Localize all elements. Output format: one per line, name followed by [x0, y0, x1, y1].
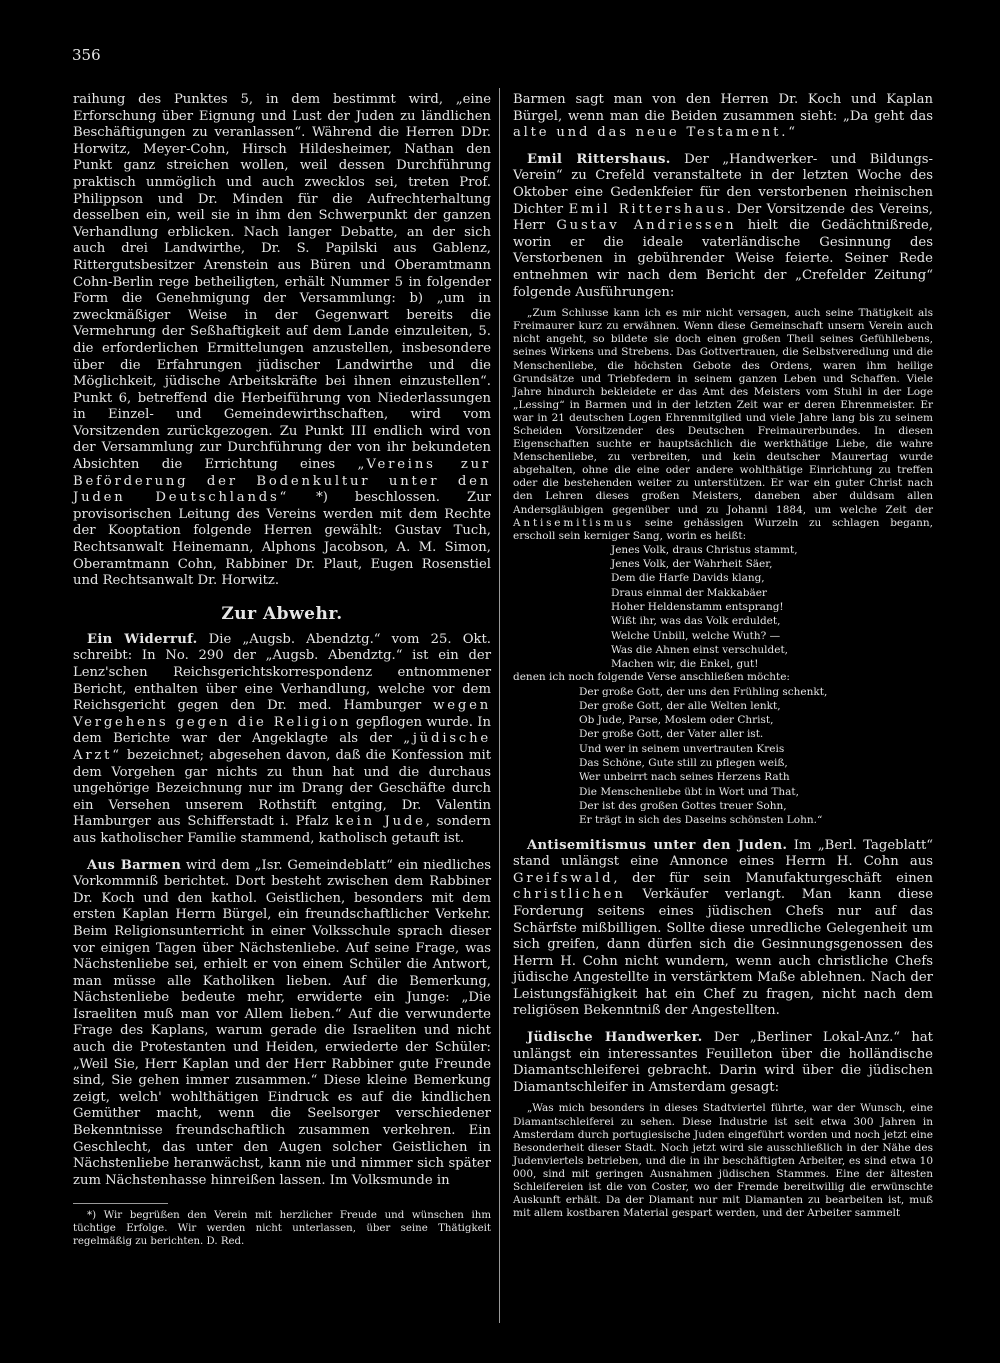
text-run: Der „Berliner Lokal-Anz.“ hat unlängst ein interessantes Feuilleton über die holländische Diamantschleiferei gebracht. Darin wird über die jüdischen Diamantschleifer in Amsterdam gesagt: [513, 1030, 933, 1095]
spaced-text: wegen Vergehens gegen die Religion [73, 698, 491, 730]
article-paragraph [513, 152, 933, 301]
verse-line: Jenes Volk, draus Christus stammt, [611, 543, 798, 556]
verse-line: Ob Jude, Parse, Moslem oder Christ, [579, 714, 774, 727]
text-run: , der für sein Manufakturgeschäft einen [613, 870, 933, 886]
text-run: raihung des Punktes 5, in dem bestimmt wird, „eine Erforschung über Eignung und Lust der Juden zu ländlichen Beschäftigungen zu veranlassen“. Während die Herren DDr. Horwitz, Meyer-Cohn, Hirsch Hildesheimer, Nathan den Punkt ganz streichen wollen, weil dessen Durchführung praktisch unmöglich und auch zwecklos sei, treten Prof. Philippson und Dr. Minden für die Aufrechterhaltung desselben ein, weil sie in ihm den Schwerpunkt der ganzen Verhandlung erblicken. Nach langer Debatte, an der sich auch drei Landwirthe, Dr. S. Papilski aus Gablenz, Rittergutsbesitzer Arenstein aus Büren und Oberamtmann Cohn-Berlin rege betheiligten, erhält Nummer 5 in folgender Form die Genehmigung der Versammlung: b) „um in zweckmäßiger Weise in der Gegenwart bereits die Vermehrung der Seßhaftigkeit auf dem Lande einzuleiten, 5. die erforderlichen Ermittelungen anzustellen, insbesondere über die Erfahrungen jüdischer Landwirthe und die Möglichkeit, jüdische Arbeitskräfte bei ihnen einzustellen“. Punkt 6, betreffend die Herbeiführung von Niederlassungen in Einzel- und Gemeindewirthschaften, wird vom Vorsitzenden zurückgezogen. Zu Punkt III endlich wird von der Versammlung zur Durchführung der von ihr bekundeten Absichten die Errichtung eines [73, 92, 491, 473]
verse-line: Jenes Volk, der Wahrheit Säer, [611, 558, 773, 571]
footnote-rule [73, 1203, 168, 1204]
verse-line: Hoher Heldenstamm entsprang! [611, 601, 784, 613]
article-paragraph [73, 92, 491, 590]
verse-line: Dem die Harfe Davids klang, [611, 572, 765, 585]
verse-line: Der große Gott, der uns den Frühling schenkt, [579, 685, 828, 698]
text-run: wird dem „Isr. Gemeindeblatt“ ein niedliches Vorkommniß berichtet. Dort besteht zwischen dem Rabbiner Dr. Koch und den kathol. Geistlichen, besonders mit dem ersten Kaplan Herrn Bürgel, ein freundschaftlicher Verkehr. Beim Religionsunterricht in einer Volksschule sprach dieser vor einigen Tagen über Nächstenliebe. Auf seine Frage, was Nächstenliebe sei, erhielt er von einem Schüler die Antwort, man müsse alle Katholiken lieben. Auf die Bemerkung, Nächstenliebe bedeute mehr, erwiderte ein Junge: „Die Israeliten muß man vor Allem lieben.“ Auf die verwunderte Frage des Kaplans, warum gerade die Israeliten und nicht auch die Protestanten und Heiden, erwiederte der Schüler: „Weil Sie, Herr Kaplan und der Herr Rabbiner gute Freunde sind, Sie gehen immer zusammen.“ Diese kleine Bemerkung zeigt, welch' wohlthätigen Eindruck es auf die kindlichen Gemüther macht, wenn die Seelsorger verschiedener Bekenntnisse freundschaftlich zusammen verkehren. Ein Geschlecht, das unter den Augen solcher Geistlichen in Nächstenliebe heranwächst, kann nie und nimmer sich später zum Nächstenhasse hinreißen lassen. Im Volksmunde in [73, 857, 491, 1188]
spaced-text: „Vereins zur Beförderung der Bodenkultur unter den Juden Deutschlands“ [73, 457, 491, 506]
article-heading: Antisemitismus unter den Juden. [527, 837, 788, 853]
verse-line: Was die Ahnen einst verschuldet, [611, 643, 789, 656]
text-run: Im „Berl. Tageblatt“ stand unlängst eine Annonce eines Herrn H. Cohn aus [513, 837, 934, 870]
poem-verse-1 [513, 543, 933, 672]
verse-intro: denen ich noch folgende Verse anschließen möchte: [513, 671, 790, 684]
column-divider [499, 88, 500, 1323]
text-run: Verkäufer verlangt. Man kann diese Forderung seitens eines jüdischen Chefs nur auf das Schärfste mißbilligen. Sollte diese unredliche Gelegenheit um sich greifen, dann dürfen sich die Gesinnungsgenossen des Herrn H. Cohn nicht wundern, wenn auch christliche Chefs jüdische Angestellte in verstärktem Maße ablehnen. Nach der Leistungsfähigkeit hat ein Chef zu fragen, nicht nach dem religiösen Bekenntniß der Angestellten. [513, 887, 933, 1019]
section-title: Zur Abwehr. [221, 603, 343, 624]
verse-line: Der große Gott, der Vater aller ist. [579, 728, 764, 741]
text-run: hielt die Gedächtnißrede, worin er die ideale vaterländische Gesinnung des Verstorbenen in gebührender Weise feierte. Seiner Rede entnehmen wir nach dem Bericht der „Crefelder Zeitung“ folgende Ausführungen: [513, 218, 933, 300]
spaced-text: „jüdische Arzt“ [73, 731, 491, 763]
spaced-text: Greifswald [513, 870, 614, 886]
article-paragraph [73, 858, 491, 1190]
footnote: *) Wir begrüßen den Verein mit herzlicher Freude und wünschen ihm tüchtige Erfolge. Wir werden nicht unterlassen, über seine Thätigkeit regelmäßig zu berichten. D. Red. [73, 1210, 491, 1247]
verse-line: Der große Gott, der alle Welten lenkt, [579, 699, 781, 712]
verse-line: Machen wir, die Enkel, gut! [611, 658, 759, 671]
spaced-text: Emil Rittershaus [568, 201, 727, 217]
verse-line: Draus einmal der Makkabäer [611, 586, 767, 599]
spaced-text: kein Jude [335, 814, 426, 830]
verse-line: Und wer in seinem unvertrauten Kreis [579, 742, 785, 755]
article-heading: Jüdische Handwerker. [527, 1030, 703, 1046]
article-paragraph [513, 92, 933, 142]
text-run: . Der Vorsitzende des Vereins, Herr [513, 201, 933, 234]
right-column [513, 92, 933, 1220]
text-run: Der „Handwerker- und Bildungs-Verein“ zu Crefeld veranstaltete in der letzten Woche des Oktober eine Gedenkfeier für den verstorbenen rheinischen Dichter [513, 151, 933, 217]
spaced-text: Gustav Andriessen [556, 218, 737, 234]
article-heading: Aus Barmen [87, 857, 182, 873]
text-run: , sondern aus katholischer Familie stammend, katholisch getauft ist. [73, 814, 491, 846]
text-run: seine gehässigen Wurzeln zu schlagen begann, erscholl sein kerniger Sang, worin es heißt: [513, 516, 933, 542]
article-paragraph [73, 632, 491, 848]
quoted-speech: „Was mich besonders in dieses Stadtviertel führte, war der Wunsch, eine Diamantschleiferei zu sehen. Diese Industrie ist seit etwa 300 Jahren in Amsterdam durch portugiesische Juden eingeführt worden und noch jetzt eine Besonderheit dieser Stadt. Noch jetzt wird sie ausschließlich in der Nähe des Judenviertels betrieben, und die in ihr beschäftigten Arbeiter, es sind etwa 10 000, sind mit geringen Ausnahmen jüdischen Stammes. Eine der ältesten Schleifereien ist die von Coster, wo der Fremde bereitwillig die erwünschte Auskunft erhält. Da der Diamant nur mit Diamanten zu bearbeiten ist, muß mit allem kostbaren Material gespart werden, und der Arbeiter sammelt [513, 1102, 933, 1220]
article-paragraph [513, 1030, 933, 1096]
text-run: bezeichnet; abgesehen davon, daß die Konfession mit dem Vorgehen gar nichts zu thun hat und die durchaus ungehörige Bezeichnung nur im Drang der Geschäfte durch ein Versehen unserem Rothstift entging, Dr. Valentin Hamburger aus Schifferstadt i. Pfalz [73, 747, 491, 830]
verse-line: Er trägt in sich des Daseins schönsten Lohn.“ [579, 814, 823, 827]
page-number: 356 [72, 46, 101, 64]
article-heading: Ein Widerruf. [87, 631, 198, 647]
text-run: Die „Augsb. Abendztg.“ vom 25. Okt. schreibt: In No. 290 der „Augsb. Abendztg.“ ist ein der Lenz'schen Reichsgerichtskorrespondenz entnommener Bericht, enthalten über eine Verhandlung, welche vor dem Reichsgericht gegen den Dr. med. Hamburger [73, 631, 491, 714]
poem-verse-2 [513, 685, 933, 828]
verse-line: Welche Unbill, welche Wuth? — [611, 629, 781, 642]
article-heading: Emil Rittershaus. [527, 151, 671, 167]
text-run: *) beschlossen. Zur provisorischen Leitung des Vereins werden mit dem Rechte der Kooptation folgende Herren gewählt: Gustav Tuch, Rechtsanwalt Heinemann, Alphons Jacobson, A. M. Simon, Oberamtmann Cohn, Rabbiner Dr. Plaut, Eugen Rosenstiel und Rechtsanwalt Dr. Horwitz. [73, 490, 491, 589]
text-run: gepflogen wurde. In dem Berichte war der Angeklagte als der [73, 714, 491, 747]
verse-line: Die Menschenliebe übt in Wort und That, [579, 785, 799, 798]
spaced-text: christlichen [513, 887, 626, 903]
text-run: “ [788, 125, 795, 141]
text-run: Barmen sagt man von den Herren Dr. Koch und Kaplan Bürgel, wenn man die Beiden zusammen sieht: „Da geht das [513, 92, 933, 124]
article-paragraph [513, 838, 933, 1021]
quoted-speech [513, 307, 933, 543]
verse-line: Wer unbeirrt nach seines Herzens Rath [579, 771, 790, 784]
left-column [73, 92, 491, 1249]
verse-line: Wißt ihr, was das Volk erduldet, [611, 615, 781, 628]
verse-line: Das Schöne, Gute still zu pflegen weiß, [579, 757, 788, 770]
text-run: „Zum Schlusse kann ich es mir nicht versagen, auch seine Thätigkeit als Freimaurer kurz zu erwähnen. Wenn diese Gemeinschaft unsern Verein auch nicht angeht, so bildete sie doch einen großen Theil seines Gefühllebens, seines Wirkens und Strebens. Das Gottvertrauen, die Selbstveredlung und die Menschenliebe, die höchsten Gebote des Ordens, waren ihm heilige Grundsätze und Triebfedern in seinem ganzen Leben und Schaffen. Viele Jahre hindurch bekleidete er das Amt des Meisters vom Stuhl in der Loge „Lessing“ in Barmen und in der letzten Zeit war er deren Ehrenmeister. Er war in 21 deutschen Logen Ehrenmitglied und viele Jahre lang bis zu seinem Scheiden Vorsitzender des Deutschen Freimaurerbundes. In diesen Eigenschaften suchte er hauptsächlich die werkthätige Liebe, die wahre Menschenliebe, zu verbreiten, und kein deutscher Maurertag wurde abgehalten, ohne die eine oder andere wohlthätige Einrichtung zu treffen oder die bestehenden weiter zu unterstützen. Er war ein guter Christ nach den Lehren dieses großen Meisters, daneben aber duldsam allen Andersgläubigen gegenüber und zu Johanni 1884, um welche Zeit der [513, 307, 933, 516]
verse-line: Der ist des großen Gottes treuer Sohn, [579, 799, 787, 812]
spaced-text: Antisemitismus [513, 516, 635, 529]
spaced-text: alte und das neue Testament. [513, 125, 789, 141]
